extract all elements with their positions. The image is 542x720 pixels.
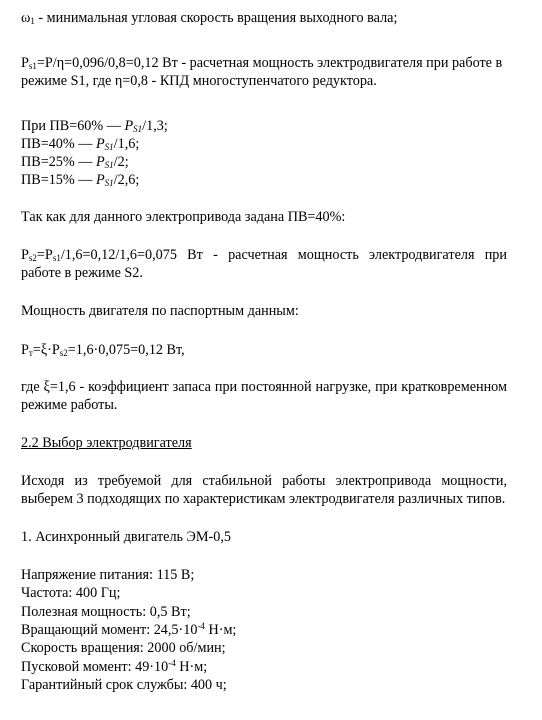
pv-40-line xyxy=(21,135,507,153)
section-title: 2.2 Выбор электродвигателя xyxy=(21,435,192,451)
pv-symbol: P xyxy=(124,118,134,134)
start-torque-value: Пусковой момент: 49·10 xyxy=(21,659,169,675)
start-torque-unit: Н·м; xyxy=(175,659,208,675)
torque-exponent: -4 xyxy=(197,621,205,631)
ps2-subscript: s2 xyxy=(28,253,37,263)
spec-frequency: Частота: 400 Гц; xyxy=(21,585,121,601)
pv-value: /1,3; xyxy=(142,118,168,134)
pv-label: ПВ=25% — xyxy=(21,154,96,170)
ps2-symbol: P xyxy=(21,247,29,263)
pt-subscript: т xyxy=(28,348,33,358)
xi-line-2: режиме работы. xyxy=(21,397,118,413)
ps2-second-line: работе в режиме S2. xyxy=(21,265,143,281)
start-torque-exponent: -4 xyxy=(168,658,176,668)
pv-value: /1,6; xyxy=(113,136,140,152)
pt-text: =1,6·0,075=0,12 Вт, xyxy=(67,342,185,358)
ps2-subscript: s2 xyxy=(59,348,68,358)
spec-warranty: Гарантийный срок службы: 400 ч; xyxy=(21,677,227,693)
pt-equals-ps2: =ξ·P xyxy=(32,342,60,358)
ps1-symbol: P xyxy=(21,55,29,71)
intro-line-2: выберем 3 подходящих по характеристикам электродвигателя различных типов. xyxy=(21,491,506,507)
pv-25-line xyxy=(21,153,507,171)
omega-text: - минимальная угловая скорость вращения выходного вала; xyxy=(34,10,398,26)
given-text: Так как для данного электропривода задана ПВ=40%: xyxy=(21,209,346,225)
torque-value: Вращающий момент: 24,5·10 xyxy=(21,622,198,638)
pv-label: ПВ=15% — xyxy=(21,172,96,188)
pv-value: /2; xyxy=(113,154,129,170)
intro-line-1: Исходя из требуемой для стабильной работы электропривода мощности, xyxy=(21,473,507,489)
spec-torque xyxy=(21,621,507,639)
ps1-formula-line xyxy=(21,54,507,72)
omega-symbol: ω xyxy=(21,10,31,26)
pv-symbol: P xyxy=(96,154,105,170)
pv-symbol: P xyxy=(96,172,105,188)
torque-unit: Н·м; xyxy=(204,622,237,638)
pv-15-line xyxy=(21,171,507,189)
ps2-formula-line xyxy=(21,246,507,264)
ps2-equals-ps1: =P xyxy=(36,247,53,263)
pv-symbol: P xyxy=(96,136,105,152)
pv-subscript: S1 xyxy=(104,178,114,188)
section-heading xyxy=(21,434,507,452)
ps1-second-line: режиме S1, где η=0,8 - КПД многоступенчатого редуктора. xyxy=(21,73,377,89)
omega-definition xyxy=(21,9,507,27)
ps1-text: =P/η=0,096/0,8=0,12 Вт - расчетная мощность электродвигателя при работе в xyxy=(36,55,503,71)
passport-text: Мощность двигателя по паспортным данным: xyxy=(21,303,299,319)
spec-power: Полезная мощность: 0,5 Вт; xyxy=(21,604,191,620)
pv-label: При ПВ=60% — xyxy=(21,118,125,134)
spec-speed: Скорость вращения: 2000 об/мин; xyxy=(21,640,226,656)
pv-subscript: S1 xyxy=(104,142,114,152)
pv-value: /2,6; xyxy=(113,172,140,188)
pt-symbol: P xyxy=(21,342,29,358)
ps1-subscript: s1 xyxy=(52,253,61,263)
omega-subscript: 1 xyxy=(30,16,35,26)
pv-subscript: S1 xyxy=(104,160,114,170)
xi-line-1: где ξ=1,6 - коэффициент запаса при постоянной нагрузке, при кратковременном xyxy=(21,379,507,395)
ps1-subscript: s1 xyxy=(28,61,37,71)
ps2-text: /1,6=0,12/1,6=0,075 Вт - расчетная мощность электродвигателя при xyxy=(60,247,507,263)
pv-subscript: S1 xyxy=(133,124,143,134)
spec-voltage: Напряжение питания: 115 В; xyxy=(21,567,195,583)
pv-label: ПВ=40% — xyxy=(21,136,96,152)
pv-60-line xyxy=(21,117,507,135)
motor-title: 1. Асинхронный двигатель ЭМ-0,5 xyxy=(21,529,231,545)
pt-formula-line xyxy=(21,341,507,359)
spec-start-torque xyxy=(21,658,507,676)
